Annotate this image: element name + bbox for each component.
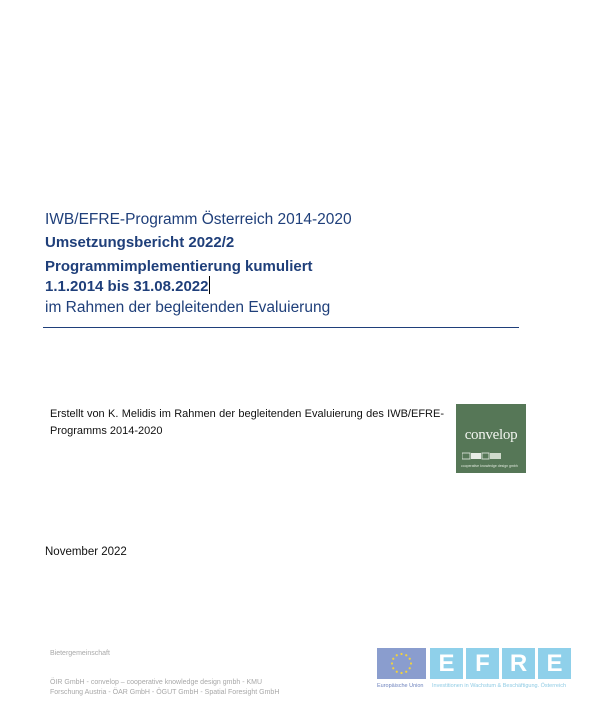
convelop-logo-mark <box>462 452 502 460</box>
eu-star <box>396 654 398 656</box>
eu-star <box>405 654 407 656</box>
footer-members <box>50 678 279 698</box>
eu-star <box>410 662 412 664</box>
efre-letter-e2: E <box>538 648 571 679</box>
title-divider <box>43 327 519 328</box>
convelop-logo <box>456 404 526 473</box>
convelop-logo-word: convelop <box>464 427 518 443</box>
program-title: IWB/EFRE-Programm Österreich 2014-2020 <box>45 211 352 228</box>
report-period-text: 1.1.2014 bis 31.08.2022 <box>45 278 209 295</box>
author-note: Erstellt von K. Melidis im Rahmen der begleitenden Evaluierung des IWB/EFRE-Programms 2014-2020 <box>50 408 444 437</box>
eu-star <box>405 671 407 673</box>
footer-members-line1: ÖIR GmbH - convelop – cooperative knowledge design gmbh - KMU <box>50 679 263 686</box>
efre-letter-e1: E <box>430 648 463 679</box>
eu-flag-icon <box>377 648 426 679</box>
report-subtitle: Programmimplementierung kumuliert <box>45 258 313 275</box>
eu-star <box>391 662 393 664</box>
eu-star <box>396 671 398 673</box>
report-context: im Rahmen der begleitenden Evaluierung <box>45 299 331 316</box>
convelop-logo-tagline: cooperative knowledge design gmbh <box>461 464 518 468</box>
eu-star <box>392 667 394 669</box>
report-period[interactable] <box>45 276 210 295</box>
efre-letter-f: F <box>466 648 499 679</box>
footer-label: Bietergemeinschaft <box>50 650 110 657</box>
eu-caption: Europäische Union <box>377 683 424 689</box>
eu-star <box>400 653 402 655</box>
eu-star <box>409 667 411 669</box>
report-title: Umsetzungsbericht 2022/2 <box>45 234 235 251</box>
publication-date: November 2022 <box>45 546 127 558</box>
efre-letter-r: R <box>502 648 535 679</box>
text-cursor <box>209 276 210 294</box>
efre-caption: Investitionen in Wachstum & Beschäftigung. Österreich <box>432 683 566 689</box>
footer-members-line2: Forschung Austria - ÖAR GmbH - ÖGUT GmbH - Spatial Foresight GmbH <box>50 689 280 696</box>
eu-star <box>392 658 394 660</box>
eu-star <box>409 658 411 660</box>
eu-star <box>400 672 402 674</box>
